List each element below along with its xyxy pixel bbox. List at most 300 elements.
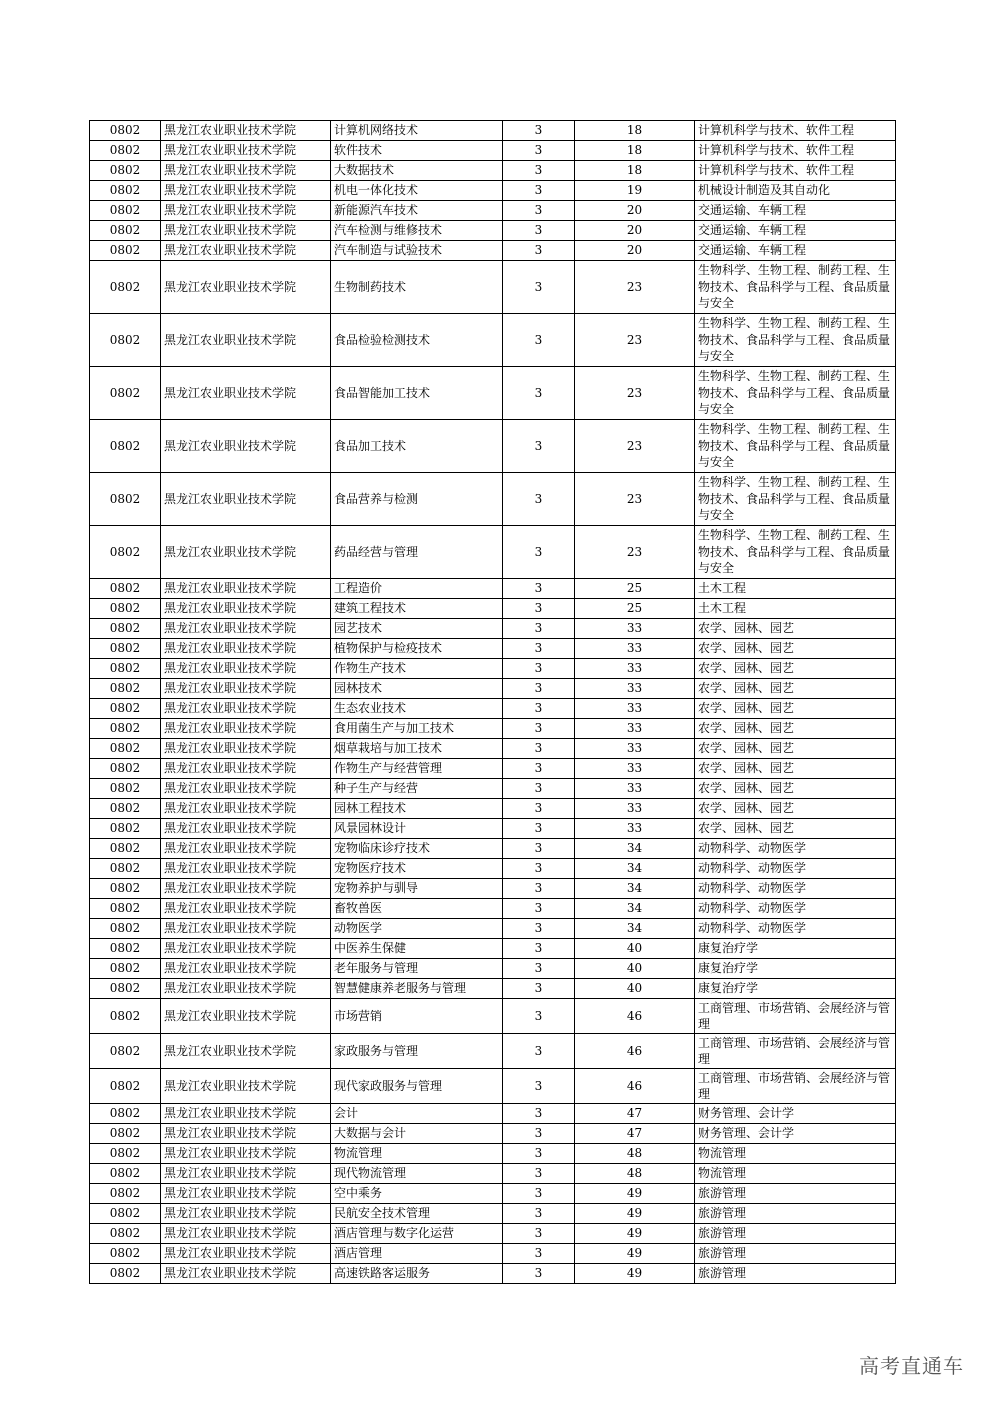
cell-major: 食品检验检测技术 [331,314,503,367]
cell-major: 汽车检测与维修技术 [331,221,503,241]
cell-major: 智慧健康养老服务与管理 [331,979,503,999]
cell-major: 民航安全技术管理 [331,1204,503,1224]
cell-school: 黑龙江农业职业技术学院 [161,367,331,420]
cell-code: 0802 [90,1264,161,1284]
cell-school: 黑龙江农业职业技术学院 [161,819,331,839]
cell-subjects: 物流管理 [695,1144,896,1164]
table-row [90,1204,896,1224]
cell-subjects: 生物科学、生物工程、制药工程、生物技术、食品科学与工程、食品质量与安全 [695,473,896,526]
cell-school: 黑龙江农业职业技术学院 [161,121,331,141]
cell-major: 新能源汽车技术 [331,201,503,221]
table-row [90,420,896,473]
cell-duration: 3 [503,579,575,599]
cell-major: 风景园林设计 [331,819,503,839]
table-row [90,999,896,1034]
cell-duration: 3 [503,679,575,699]
cell-school: 黑龙江农业职业技术学院 [161,141,331,161]
admission-table [89,120,896,1284]
cell-code: 0802 [90,659,161,679]
cell-code: 0802 [90,759,161,779]
cell-subjects: 农学、园林、园艺 [695,739,896,759]
cell-duration: 3 [503,619,575,639]
cell-subjects: 土木工程 [695,599,896,619]
cell-subjects: 农学、园林、园艺 [695,679,896,699]
cell-duration: 3 [503,1184,575,1204]
table-row [90,1069,896,1104]
table-row [90,639,896,659]
cell-code: 0802 [90,599,161,619]
cell-code: 0802 [90,1034,161,1069]
cell-category: 34 [575,839,695,859]
cell-category: 47 [575,1124,695,1144]
cell-duration: 3 [503,879,575,899]
cell-major: 老年服务与管理 [331,959,503,979]
cell-duration: 3 [503,1164,575,1184]
cell-code: 0802 [90,679,161,699]
cell-duration: 3 [503,314,575,367]
cell-subjects: 动物科学、动物医学 [695,859,896,879]
cell-duration: 3 [503,473,575,526]
table-row [90,959,896,979]
cell-school: 黑龙江农业职业技术学院 [161,859,331,879]
cell-duration: 3 [503,161,575,181]
cell-school: 黑龙江农业职业技术学院 [161,659,331,679]
cell-school: 黑龙江农业职业技术学院 [161,201,331,221]
table-row [90,739,896,759]
table-row [90,1164,896,1184]
table-row [90,1244,896,1264]
cell-major: 种子生产与经营 [331,779,503,799]
cell-major: 食品智能加工技术 [331,367,503,420]
cell-school: 黑龙江农业职业技术学院 [161,1104,331,1124]
cell-subjects: 财务管理、会计学 [695,1124,896,1144]
table-row [90,241,896,261]
cell-school: 黑龙江农业职业技术学院 [161,1224,331,1244]
cell-duration: 3 [503,1034,575,1069]
cell-major: 家政服务与管理 [331,1034,503,1069]
cell-major: 烟草栽培与加工技术 [331,739,503,759]
cell-major: 大数据与会计 [331,1124,503,1144]
cell-category: 33 [575,739,695,759]
cell-category: 19 [575,181,695,201]
cell-category: 34 [575,899,695,919]
table-row [90,181,896,201]
cell-major: 空中乘务 [331,1184,503,1204]
cell-duration: 3 [503,659,575,679]
cell-school: 黑龙江农业职业技术学院 [161,839,331,859]
cell-category: 40 [575,939,695,959]
cell-duration: 3 [503,1264,575,1284]
cell-subjects: 动物科学、动物医学 [695,899,896,919]
cell-major: 建筑工程技术 [331,599,503,619]
table-row [90,859,896,879]
cell-duration: 3 [503,181,575,201]
cell-duration: 3 [503,241,575,261]
cell-category: 23 [575,526,695,579]
table-row [90,819,896,839]
cell-school: 黑龙江农业职业技术学院 [161,161,331,181]
cell-subjects: 农学、园林、园艺 [695,759,896,779]
cell-category: 48 [575,1164,695,1184]
cell-major: 园林技术 [331,679,503,699]
cell-subjects: 康复治疗学 [695,939,896,959]
cell-school: 黑龙江农业职业技术学院 [161,1164,331,1184]
cell-major: 软件技术 [331,141,503,161]
cell-subjects: 交通运输、车辆工程 [695,221,896,241]
cell-major: 高速铁路客运服务 [331,1264,503,1284]
cell-subjects: 旅游管理 [695,1204,896,1224]
cell-category: 49 [575,1184,695,1204]
cell-major: 作物生产技术 [331,659,503,679]
cell-code: 0802 [90,1069,161,1104]
cell-major: 宠物临床诊疗技术 [331,839,503,859]
cell-category: 34 [575,859,695,879]
cell-duration: 3 [503,779,575,799]
cell-category: 48 [575,1144,695,1164]
table-row [90,659,896,679]
cell-code: 0802 [90,879,161,899]
cell-code: 0802 [90,979,161,999]
cell-category: 18 [575,161,695,181]
cell-duration: 3 [503,201,575,221]
cell-duration: 3 [503,919,575,939]
cell-school: 黑龙江农业职业技术学院 [161,1264,331,1284]
cell-subjects: 农学、园林、园艺 [695,819,896,839]
cell-category: 18 [575,121,695,141]
cell-category: 49 [575,1264,695,1284]
cell-code: 0802 [90,739,161,759]
cell-duration: 3 [503,1069,575,1104]
table-row [90,526,896,579]
cell-duration: 3 [503,979,575,999]
cell-major: 大数据技术 [331,161,503,181]
cell-category: 25 [575,579,695,599]
cell-major: 食品加工技术 [331,420,503,473]
cell-code: 0802 [90,639,161,659]
cell-category: 34 [575,919,695,939]
cell-major: 会计 [331,1104,503,1124]
cell-category: 33 [575,679,695,699]
table-row [90,599,896,619]
cell-code: 0802 [90,161,161,181]
cell-major: 中医养生保健 [331,939,503,959]
cell-subjects: 动物科学、动物医学 [695,879,896,899]
cell-category: 23 [575,473,695,526]
cell-major: 生态农业技术 [331,699,503,719]
cell-category: 33 [575,779,695,799]
cell-school: 黑龙江农业职业技术学院 [161,261,331,314]
table-row [90,619,896,639]
cell-category: 33 [575,719,695,739]
cell-subjects: 康复治疗学 [695,979,896,999]
cell-code: 0802 [90,314,161,367]
table-row [90,779,896,799]
table-row [90,879,896,899]
cell-major: 园林工程技术 [331,799,503,819]
watermark-text: 高考直通车 [859,1354,964,1378]
cell-duration: 3 [503,599,575,619]
cell-major: 食品营养与检测 [331,473,503,526]
cell-school: 黑龙江农业职业技术学院 [161,1144,331,1164]
cell-category: 33 [575,659,695,679]
cell-school: 黑龙江农业职业技术学院 [161,473,331,526]
cell-code: 0802 [90,799,161,819]
cell-school: 黑龙江农业职业技术学院 [161,420,331,473]
table-row [90,201,896,221]
cell-school: 黑龙江农业职业技术学院 [161,1204,331,1224]
table-row [90,314,896,367]
cell-code: 0802 [90,1164,161,1184]
cell-category: 20 [575,221,695,241]
cell-school: 黑龙江农业职业技术学院 [161,719,331,739]
cell-code: 0802 [90,141,161,161]
cell-school: 黑龙江农业职业技术学院 [161,1069,331,1104]
table-row [90,939,896,959]
cell-major: 酒店管理 [331,1244,503,1264]
cell-subjects: 旅游管理 [695,1224,896,1244]
table-row [90,261,896,314]
cell-code: 0802 [90,959,161,979]
cell-duration: 3 [503,839,575,859]
table-row [90,719,896,739]
table-body [90,121,896,1284]
cell-subjects: 交通运输、车辆工程 [695,241,896,261]
cell-major: 机电一体化技术 [331,181,503,201]
cell-duration: 3 [503,1144,575,1164]
cell-subjects: 康复治疗学 [695,959,896,979]
cell-code: 0802 [90,241,161,261]
cell-subjects: 生物科学、生物工程、制药工程、生物技术、食品科学与工程、食品质量与安全 [695,261,896,314]
cell-subjects: 土木工程 [695,579,896,599]
cell-category: 23 [575,420,695,473]
cell-school: 黑龙江农业职业技术学院 [161,679,331,699]
table-row [90,141,896,161]
cell-school: 黑龙江农业职业技术学院 [161,1184,331,1204]
cell-code: 0802 [90,526,161,579]
cell-category: 40 [575,979,695,999]
cell-code: 0802 [90,221,161,241]
cell-code: 0802 [90,121,161,141]
cell-school: 黑龙江农业职业技术学院 [161,979,331,999]
cell-major: 宠物医疗技术 [331,859,503,879]
cell-subjects: 生物科学、生物工程、制药工程、生物技术、食品科学与工程、食品质量与安全 [695,367,896,420]
cell-duration: 3 [503,699,575,719]
cell-category: 33 [575,759,695,779]
table-row [90,1264,896,1284]
cell-major: 现代物流管理 [331,1164,503,1184]
cell-code: 0802 [90,619,161,639]
table-row [90,1034,896,1069]
cell-code: 0802 [90,367,161,420]
cell-major: 宠物养护与驯导 [331,879,503,899]
cell-code: 0802 [90,899,161,919]
cell-school: 黑龙江农业职业技术学院 [161,619,331,639]
cell-duration: 3 [503,420,575,473]
cell-subjects: 财务管理、会计学 [695,1104,896,1124]
cell-category: 25 [575,599,695,619]
table-row [90,679,896,699]
table-row [90,799,896,819]
cell-major: 工程造价 [331,579,503,599]
cell-major: 药品经营与管理 [331,526,503,579]
cell-category: 33 [575,639,695,659]
cell-major: 物流管理 [331,1144,503,1164]
cell-code: 0802 [90,1244,161,1264]
cell-duration: 3 [503,1224,575,1244]
cell-duration: 3 [503,739,575,759]
table-row [90,1124,896,1144]
cell-subjects: 计算机科学与技术、软件工程 [695,141,896,161]
cell-subjects: 工商管理、市场营销、会展经济与管理 [695,1069,896,1104]
cell-category: 33 [575,799,695,819]
cell-code: 0802 [90,919,161,939]
cell-major: 植物保护与检疫技术 [331,639,503,659]
cell-major: 市场营销 [331,999,503,1034]
cell-subjects: 工商管理、市场营销、会展经济与管理 [695,999,896,1034]
cell-duration: 3 [503,221,575,241]
table-row [90,1144,896,1164]
cell-code: 0802 [90,999,161,1034]
cell-category: 49 [575,1244,695,1264]
cell-major: 生物制药技术 [331,261,503,314]
cell-duration: 3 [503,899,575,919]
cell-code: 0802 [90,1104,161,1124]
table-row [90,161,896,181]
cell-school: 黑龙江农业职业技术学院 [161,1124,331,1144]
cell-subjects: 农学、园林、园艺 [695,639,896,659]
cell-category: 23 [575,314,695,367]
cell-code: 0802 [90,939,161,959]
cell-category: 46 [575,999,695,1034]
cell-code: 0802 [90,819,161,839]
cell-subjects: 农学、园林、园艺 [695,699,896,719]
cell-code: 0802 [90,699,161,719]
cell-category: 33 [575,619,695,639]
table-row [90,367,896,420]
table-row [90,979,896,999]
cell-subjects: 农学、园林、园艺 [695,659,896,679]
table-row [90,579,896,599]
cell-major: 现代家政服务与管理 [331,1069,503,1104]
cell-subjects: 动物科学、动物医学 [695,919,896,939]
cell-major: 园艺技术 [331,619,503,639]
cell-duration: 3 [503,1244,575,1264]
cell-duration: 3 [503,639,575,659]
table-row [90,699,896,719]
table-row [90,759,896,779]
cell-code: 0802 [90,579,161,599]
cell-category: 23 [575,261,695,314]
cell-major: 作物生产与经营管理 [331,759,503,779]
cell-subjects: 旅游管理 [695,1244,896,1264]
cell-category: 49 [575,1204,695,1224]
cell-subjects: 生物科学、生物工程、制药工程、生物技术、食品科学与工程、食品质量与安全 [695,420,896,473]
cell-duration: 3 [503,1104,575,1124]
cell-category: 33 [575,699,695,719]
cell-duration: 3 [503,759,575,779]
cell-school: 黑龙江农业职业技术学院 [161,959,331,979]
cell-duration: 3 [503,367,575,420]
cell-major: 计算机网络技术 [331,121,503,141]
cell-school: 黑龙江农业职业技术学院 [161,999,331,1034]
cell-subjects: 计算机科学与技术、软件工程 [695,121,896,141]
cell-school: 黑龙江农业职业技术学院 [161,599,331,619]
cell-school: 黑龙江农业职业技术学院 [161,879,331,899]
cell-duration: 3 [503,1124,575,1144]
cell-school: 黑龙江农业职业技术学院 [161,699,331,719]
cell-duration: 3 [503,819,575,839]
cell-code: 0802 [90,1184,161,1204]
cell-school: 黑龙江农业职业技术学院 [161,241,331,261]
table-row [90,121,896,141]
cell-school: 黑龙江农业职业技术学院 [161,759,331,779]
cell-category: 20 [575,201,695,221]
cell-duration: 3 [503,799,575,819]
cell-category: 46 [575,1034,695,1069]
cell-code: 0802 [90,1124,161,1144]
cell-duration: 3 [503,141,575,161]
cell-category: 46 [575,1069,695,1104]
cell-subjects: 农学、园林、园艺 [695,719,896,739]
cell-code: 0802 [90,1204,161,1224]
cell-code: 0802 [90,1144,161,1164]
cell-school: 黑龙江农业职业技术学院 [161,579,331,599]
cell-school: 黑龙江农业职业技术学院 [161,639,331,659]
cell-duration: 3 [503,261,575,314]
cell-school: 黑龙江农业职业技术学院 [161,314,331,367]
cell-subjects: 计算机科学与技术、软件工程 [695,161,896,181]
cell-subjects: 生物科学、生物工程、制药工程、生物技术、食品科学与工程、食品质量与安全 [695,314,896,367]
cell-subjects: 工商管理、市场营销、会展经济与管理 [695,1034,896,1069]
cell-school: 黑龙江农业职业技术学院 [161,1034,331,1069]
cell-category: 18 [575,141,695,161]
cell-code: 0802 [90,201,161,221]
cell-duration: 3 [503,999,575,1034]
table-row [90,221,896,241]
cell-subjects: 机械设计制造及其自动化 [695,181,896,201]
cell-school: 黑龙江农业职业技术学院 [161,1244,331,1264]
cell-code: 0802 [90,261,161,314]
cell-code: 0802 [90,719,161,739]
cell-code: 0802 [90,1224,161,1244]
cell-major: 动物医学 [331,919,503,939]
cell-major: 畜牧兽医 [331,899,503,919]
cell-code: 0802 [90,779,161,799]
cell-category: 47 [575,1104,695,1124]
cell-subjects: 生物科学、生物工程、制药工程、生物技术、食品科学与工程、食品质量与安全 [695,526,896,579]
cell-duration: 3 [503,859,575,879]
cell-major: 食用菌生产与加工技术 [331,719,503,739]
cell-code: 0802 [90,473,161,526]
cell-major: 汽车制造与试验技术 [331,241,503,261]
cell-code: 0802 [90,420,161,473]
cell-duration: 3 [503,939,575,959]
cell-subjects: 农学、园林、园艺 [695,779,896,799]
cell-subjects: 物流管理 [695,1164,896,1184]
cell-code: 0802 [90,181,161,201]
cell-duration: 3 [503,959,575,979]
table-row [90,473,896,526]
cell-category: 33 [575,819,695,839]
cell-category: 20 [575,241,695,261]
cell-subjects: 农学、园林、园艺 [695,799,896,819]
cell-category: 40 [575,959,695,979]
cell-subjects: 旅游管理 [695,1264,896,1284]
cell-duration: 3 [503,719,575,739]
cell-subjects: 动物科学、动物医学 [695,839,896,859]
cell-duration: 3 [503,121,575,141]
cell-major: 酒店管理与数字化运营 [331,1224,503,1244]
